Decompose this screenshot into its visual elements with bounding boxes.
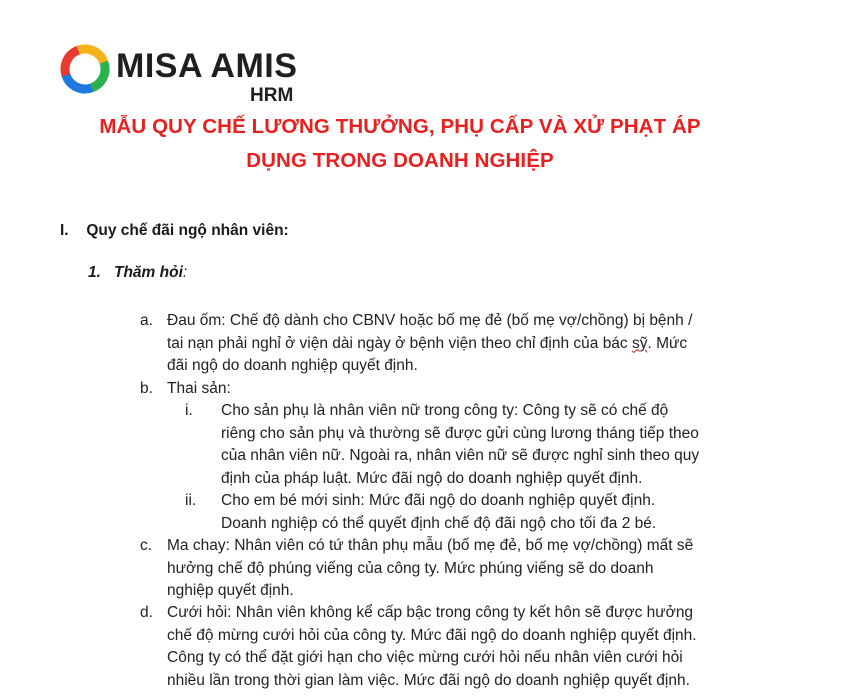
- text-line: Cho sản phụ là nhân viên nữ trong công ty: Công ty sẽ có chế độ: [221, 402, 669, 419]
- text-line: chế độ mừng cưới hỏi của công ty. Mức đãi ngộ do doanh nghiệp quyết định.: [167, 626, 697, 644]
- text-line: Ma chay: Nhân viên có tứ thân phụ mẫu (bố mẹ đẻ, bố mẹ vợ/chồng) mất sẽ: [167, 537, 694, 554]
- list-marker: d.: [140, 604, 153, 621]
- list-item-text: [221, 400, 736, 490]
- text-line: nhiều lần trong thời gian làm việc. Mức đãi ngộ do doanh nghiệp quyết định.: [167, 671, 690, 689]
- text-segment: . Mức: [647, 334, 688, 352]
- text-line: Cưới hỏi: Nhân viên không kể cấp bậc trong công ty kết hôn sẽ được hưởng: [167, 604, 694, 621]
- subsection-heading: [88, 264, 187, 282]
- misa-amis-logo: [60, 42, 300, 104]
- text-segment: tai nạn phải nghỉ ở viện dài ngày ở bệnh viện theo chỉ định của bác: [167, 334, 628, 352]
- list-marker: i.: [185, 402, 193, 419]
- text-line: Cho em bé mới sinh: Mức đãi ngộ do doanh nghiệp quyết định.: [221, 492, 656, 509]
- list-item-text: [167, 310, 736, 378]
- logo-product-text: HRM: [250, 85, 294, 106]
- subsection-heading-text: Thăm hỏi: [114, 264, 183, 281]
- text-line: đãi ngộ do doanh nghiệp quyết định.: [167, 357, 418, 374]
- list-marker: ii.: [185, 492, 197, 509]
- text-line: Công ty có thể đặt giới hạn cho việc mừng cưới hỏi nếu nhân viên cưới hỏi: [167, 649, 683, 666]
- section-heading: [60, 222, 289, 240]
- subsection-marker: 1.: [88, 264, 101, 281]
- title-line-2: DỤNG TRONG DOANH NGHIỆP: [246, 149, 554, 172]
- text-line: riêng cho sản phụ và thường sẽ được gửi cùng lương tháng tiếp theo: [221, 424, 699, 442]
- text-line: Đau ốm: Chế độ dành cho CBNV hoặc bố mẹ đẻ (bố mẹ vợ/chồng) bị bệnh /: [167, 312, 693, 329]
- title-line-1: MẪU QUY CHẾ LƯƠNG THƯỞNG, PHỤ CẤP VÀ XỬ PHẠT ÁP: [99, 115, 701, 138]
- section-marker: I.: [60, 222, 69, 239]
- logo-brand-text: MISA AMIS: [116, 47, 298, 85]
- text-line: hưởng chế độ phúng viếng của công ty. Mức phúng viếng sẽ do doanh: [167, 559, 654, 577]
- list-marker: c.: [140, 537, 153, 554]
- list-marker: b.: [140, 380, 153, 397]
- document-title: [40, 110, 760, 178]
- misa-logo-mark-icon: [60, 44, 110, 94]
- text-line: Doanh nghiệp có thể quyết định chế độ đãi ngộ cho tối đa 2 bé.: [221, 514, 657, 532]
- list-item-text: [167, 535, 736, 603]
- text-line: của nhân viên nữ. Ngoài ra, nhân viên nữ sẽ được nghỉ sinh theo quy: [221, 447, 700, 464]
- text-line: nghiệp quyết định.: [167, 582, 294, 599]
- list-item-text: [221, 490, 736, 535]
- list-item-text: Thai sản:: [167, 380, 231, 397]
- text-line: [167, 333, 736, 356]
- subsection-colon: :: [182, 264, 188, 281]
- spellcheck-flagged-word: sỹ: [632, 334, 648, 352]
- list-item-text: [167, 602, 736, 692]
- section-heading-text: Quy chế đãi ngộ nhân viên:: [86, 222, 289, 239]
- list-marker: a.: [140, 312, 153, 329]
- text-line: định của pháp luật. Mức đãi ngộ do doanh nghiệp quyết định.: [221, 469, 643, 487]
